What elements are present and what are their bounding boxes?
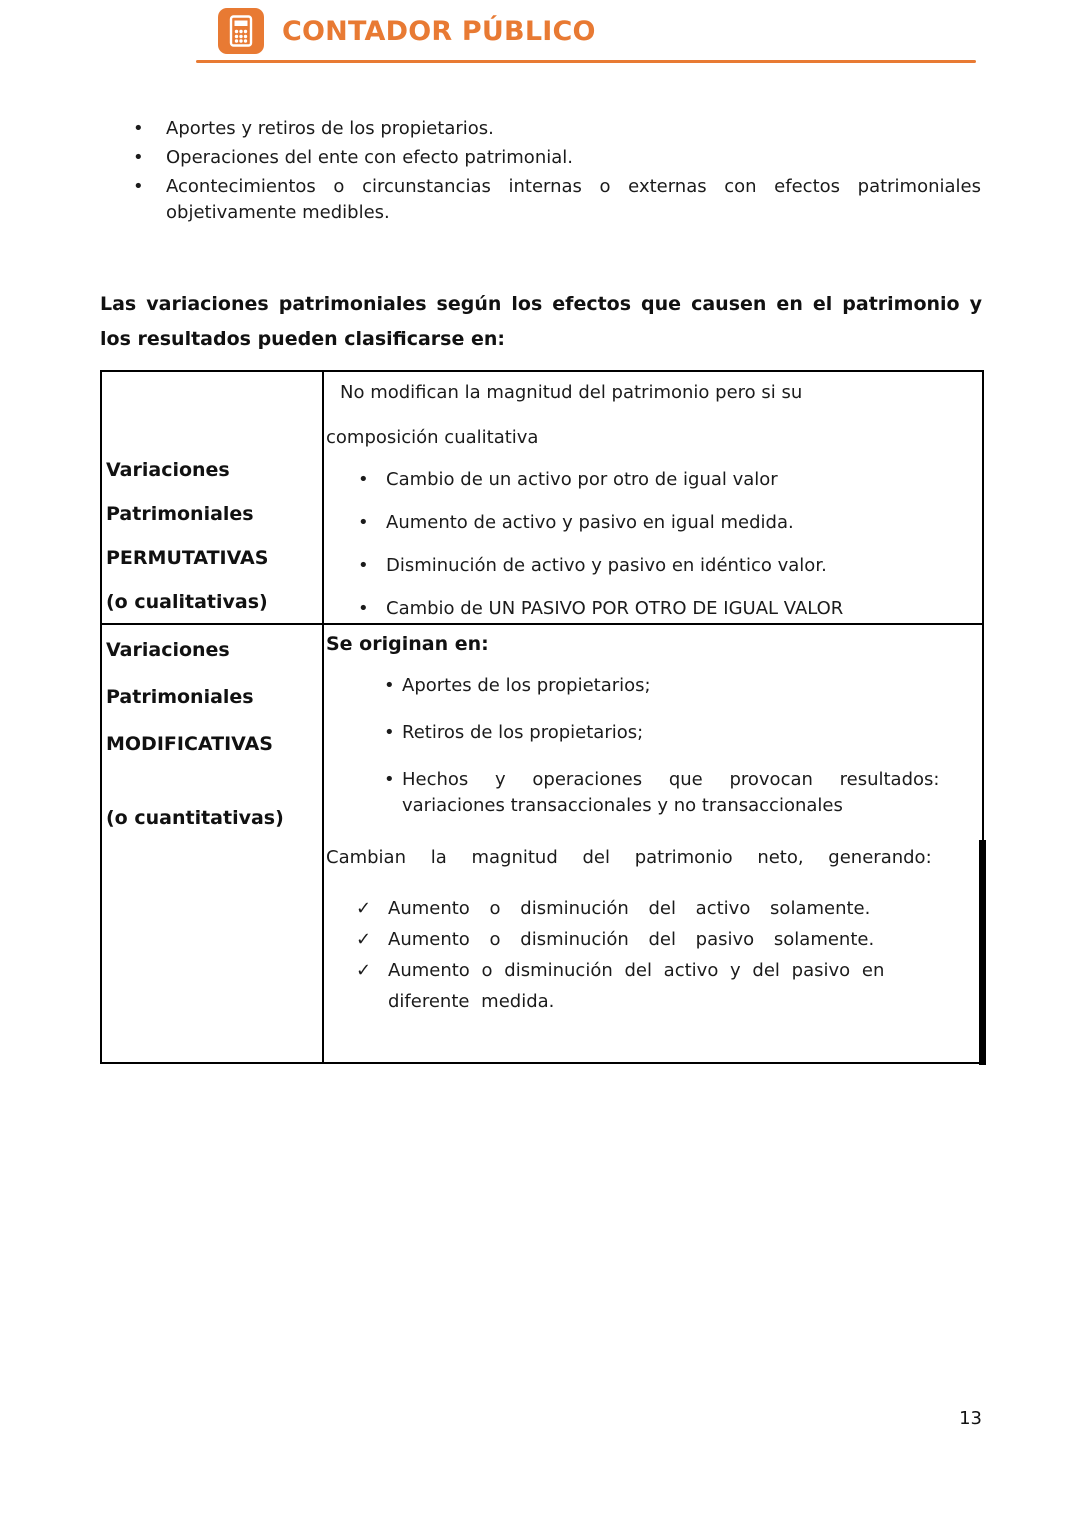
bullet-text: Aportes de los propietarios;: [402, 675, 651, 696]
bullet-icon: •: [358, 469, 369, 490]
bullet-text: Hechos y operaciones que provocan resultados:: [402, 769, 940, 790]
bullet-icon: •: [133, 118, 144, 139]
list-item: [356, 924, 978, 955]
bullet-icon: •: [358, 512, 369, 533]
list-item: [358, 598, 978, 620]
row-label-line: Variaciones: [106, 459, 230, 481]
bullet-icon: •: [384, 675, 395, 696]
row-label-line: (o cuantitativas): [106, 807, 284, 829]
check-item-text: Aumento o disminución del activo solamente.: [388, 898, 871, 919]
intro-bullet-text: Acontecimientos o circunstancias internas o externas con efectos patrimoniales objetivamente medibles.: [166, 176, 981, 223]
list-item: [356, 955, 958, 1017]
bullet-icon: •: [384, 769, 395, 790]
lead-heading: Las variaciones patrimoniales según los efectos que causen en el patrimonio y los resultados pueden clasificarse en:: [100, 293, 982, 350]
list-item: [384, 720, 978, 746]
list-item: [356, 893, 978, 924]
cell-intro-line: No modifican la magnitud del patrimonio pero si su: [340, 382, 803, 403]
intro-bullet-text: Aportes y retiros de los propietarios.: [166, 118, 494, 139]
check-icon: ✓: [356, 929, 372, 950]
row-content-permutativas: [324, 372, 982, 623]
variations-table: [100, 370, 984, 1064]
page-header: [218, 8, 596, 54]
list-item: [384, 673, 978, 699]
cell-intro-line: composición cualitativa: [326, 427, 539, 448]
cell-paragraph: Cambian la magnitud del patrimonio neto, generando:: [326, 847, 932, 868]
bullet-text: Aumento de activo y pasivo en igual medida.: [386, 512, 794, 533]
check-list: [356, 893, 978, 1017]
table-right-border-accent: [979, 840, 986, 1065]
bullet-text: Cambio de UN PASIVO POR OTRO DE IGUAL VALOR: [386, 598, 844, 619]
cell-subheading: Se originan en:: [326, 633, 489, 655]
bullet-icon: •: [384, 722, 395, 743]
bullet-text: Cambio de un activo por otro de igual valor: [386, 469, 778, 490]
row-label-line: (o cualitativas): [106, 591, 268, 613]
header-divider: [196, 60, 976, 63]
table-row: [102, 372, 982, 625]
list-item: [133, 145, 981, 171]
intro-bullet-text: Operaciones del ente con efecto patrimonial.: [166, 147, 573, 168]
intro-bullet-list: [133, 116, 981, 229]
list-item: [384, 767, 978, 793]
page-number: 13: [959, 1408, 982, 1429]
list-item: [358, 469, 978, 491]
table-row: [102, 625, 982, 1062]
row-label-line: MODIFICATIVAS: [106, 733, 273, 755]
bullet-icon: •: [358, 555, 369, 576]
modificativas-bullet-list: [384, 673, 978, 793]
bullet-continuation-text: variaciones transaccionales y no transaccionales: [402, 795, 843, 816]
bullet-icon: •: [133, 147, 144, 168]
brand-title: CONTADOR PÚBLICO: [282, 15, 596, 47]
row-label-modificativas: [102, 625, 324, 1062]
list-item: [358, 512, 978, 534]
list-item: [358, 555, 978, 577]
list-item: [133, 116, 981, 142]
row-label-permutativas: [102, 372, 324, 623]
permutativas-bullet-list: [358, 469, 978, 620]
calculator-icon: [218, 8, 264, 54]
check-icon: ✓: [356, 960, 372, 981]
bullet-icon: •: [133, 176, 144, 197]
bullet-icon: •: [358, 598, 369, 619]
check-item-text: Aumento o disminución del activo y del pasivo en diferente medida.: [388, 960, 885, 1012]
bullet-text: Retiros de los propietarios;: [402, 722, 644, 743]
row-label-line: Variaciones: [106, 639, 230, 661]
list-item: [133, 174, 981, 226]
check-item-text: Aumento o disminución del pasivo solamente.: [388, 929, 875, 950]
row-content-modificativas: [324, 625, 982, 1062]
check-icon: ✓: [356, 898, 372, 919]
bullet-text: Disminución de activo y pasivo en idéntico valor.: [386, 555, 827, 576]
row-label-line: Patrimoniales: [106, 503, 254, 525]
row-label-line: PERMUTATIVAS: [106, 547, 269, 569]
row-label-line: Patrimoniales: [106, 686, 254, 708]
